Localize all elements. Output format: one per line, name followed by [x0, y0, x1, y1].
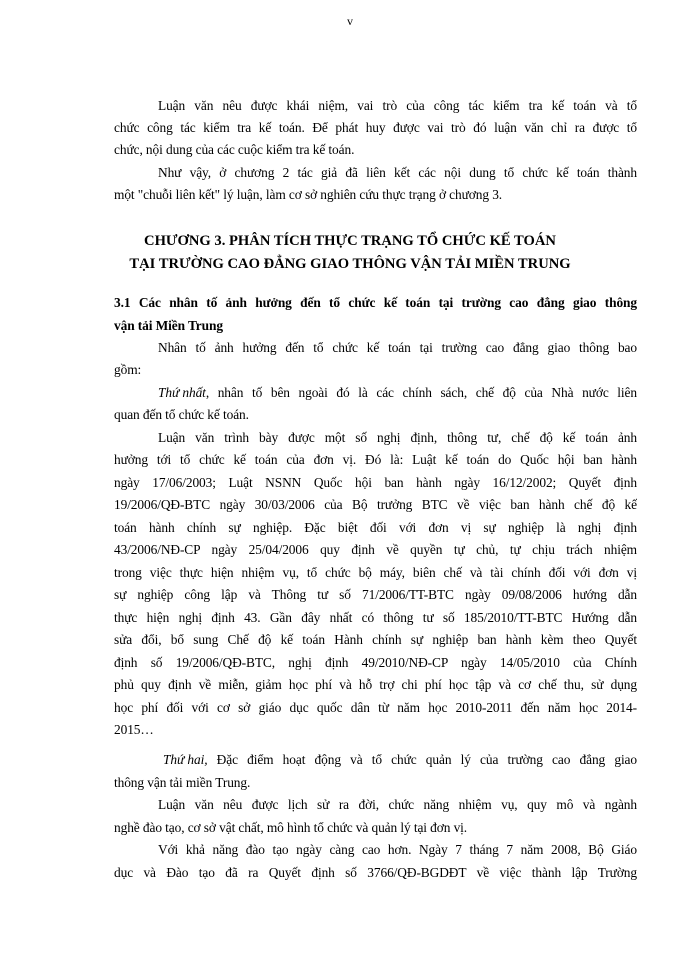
paragraph-4-line-1 [158, 384, 637, 402]
paragraph-6-line-1-text: Đặc điểm hoạt động và tổ chức quản lý của trường cao đẳng giao [207, 752, 637, 767]
paragraph-2-line-2: một "chuỗi liên kết" lý luận, làm cơ sở nghiên cứu thực trạng ở chương 3. [114, 187, 503, 202]
paragraph-6-line-1 [163, 751, 637, 769]
paragraph-5-line-14: 2015… [114, 722, 154, 737]
paragraph-5-line-5: toán hành chính sự nghiệp. Đặc biệt đối với đơn vị sự nghiệp là nghị định [114, 520, 637, 535]
paragraph-7-line-1: Luận văn nêu được lịch sử ra đời, chức năng nhiệm vụ, quy mô và ngành [158, 797, 637, 812]
paragraph-5-line-1: Luận văn trình bày được một số nghị định, thông tư, chế độ kế toán ảnh [158, 430, 637, 445]
paragraph-3-line-2: gồm: [114, 362, 142, 377]
paragraph-5-line-13: học phí đối với cơ sở giáo dục quốc dân từ năm học 2010-2011 đến năm học 2014- [114, 700, 637, 715]
section-title-line-2: vận tải Miền Trung [114, 318, 223, 333]
paragraph-6-lead: Thứ hai, [163, 752, 208, 767]
paragraph-6-line-2: thông vận tải miền Trung. [114, 775, 251, 790]
paragraph-5-line-4: 19/2006/QĐ-BTC ngày 30/03/2006 của Bộ trưởng BTC về việc ban hành chế độ kế [114, 497, 637, 512]
paragraph-5-line-7: trong việc thực hiện nhiệm vụ, tổ chức bộ máy, biên chế và tài chính đối với đơn vị [114, 565, 637, 580]
page-number: v [347, 14, 353, 28]
paragraph-5-line-9: thực hiện nghị định 43. Gần đây nhất có thông tư số 185/2010/TT-BTC Hướng dẫn [114, 610, 637, 625]
paragraph-8-line-1: Với khả năng đào tạo ngày càng cao hơn. Ngày 7 tháng 7 năm 2008, Bộ Giáo [158, 842, 637, 857]
chapter-title-line-1: CHƯƠNG 3. PHÂN TÍCH THỰC TRẠNG TỔ CHỨC KẾ TOÁN [144, 233, 556, 249]
paragraph-5-line-3: ngày 17/06/2003; Luật NSNN Quốc hội ban hành ngày 16/12/2002; Quyết định [114, 475, 637, 490]
paragraph-5-line-11: định số 19/2006/QĐ-BTC, nghị định 49/2010/NĐ-CP ngày 14/05/2010 của Chính [114, 655, 637, 670]
paragraph-2-line-1: Như vậy, ở chương 2 tác giả đã liên kết các nội dung tổ chức kế toán thành [158, 165, 637, 180]
paragraph-4-line-1-text: , nhân tố bên ngoài đó là các chính sách, chế độ của Nhà nước liên [205, 385, 637, 400]
paragraph-5-line-12: phủ quy định về miễn, giảm học phí và hỗ trợ chi phí học tập và cơ chế thu, sử dụng [114, 677, 637, 692]
paragraph-1-line-3: chức, nội dung của các cuộc kiểm tra kế toán. [114, 142, 355, 157]
paragraph-1-line-2: chức công tác kiểm tra kế toán. Để phát huy được vai trò đó luận văn chỉ ra được tổ [114, 120, 637, 135]
paragraph-5-line-6: 43/2006/NĐ-CP ngày 25/04/2006 quy định về quyền tự chủ, tự chịu trách nhiệm [114, 542, 637, 557]
paragraph-3-line-1: Nhân tố ảnh hưởng đến tổ chức kế toán tại trường cao đẳng giao thông bao [158, 340, 637, 355]
paragraph-5-line-10: sửa đổi, bổ sung Chế độ kế toán Hành chính sự nghiệp ban hành kèm theo Quyết [114, 632, 637, 647]
paragraph-5-line-2: hưởng tới tổ chức kế toán của đơn vị. Đó là: Luật kế toán do Quốc hội ban hành [114, 452, 637, 467]
chapter-title-line-2: TẠI TRƯỜNG CAO ĐẲNG GIAO THÔNG VẬN TẢI MIỀN TRUNG [129, 256, 571, 272]
paragraph-7-line-2: nghề đào tạo, cơ sở vật chất, mô hình tổ chức và quản lý tại đơn vị. [114, 820, 468, 835]
paragraph-4-line-2: quan đến tổ chức kế toán. [114, 407, 249, 422]
paragraph-4-lead: Thứ nhất [158, 385, 206, 400]
paragraph-1-line-1: Luận văn nêu được khái niệm, vai trò của công tác kiểm tra kế toán và tổ [158, 98, 637, 113]
paragraph-5-line-8: sự nghiệp công lập và Thông tư số 71/2006/TT-BTC ngày 09/08/2006 hướng dẫn [114, 587, 637, 602]
paragraph-8-line-2: dục và Đào tạo đã ra Quyết định số 3766/QĐ-BGDĐT về việc thành lập Trường [114, 865, 637, 880]
section-title-line-1: 3.1 Các nhân tố ảnh hưởng đến tổ chức kế toán tại trường cao đẳng giao thông [114, 295, 637, 310]
